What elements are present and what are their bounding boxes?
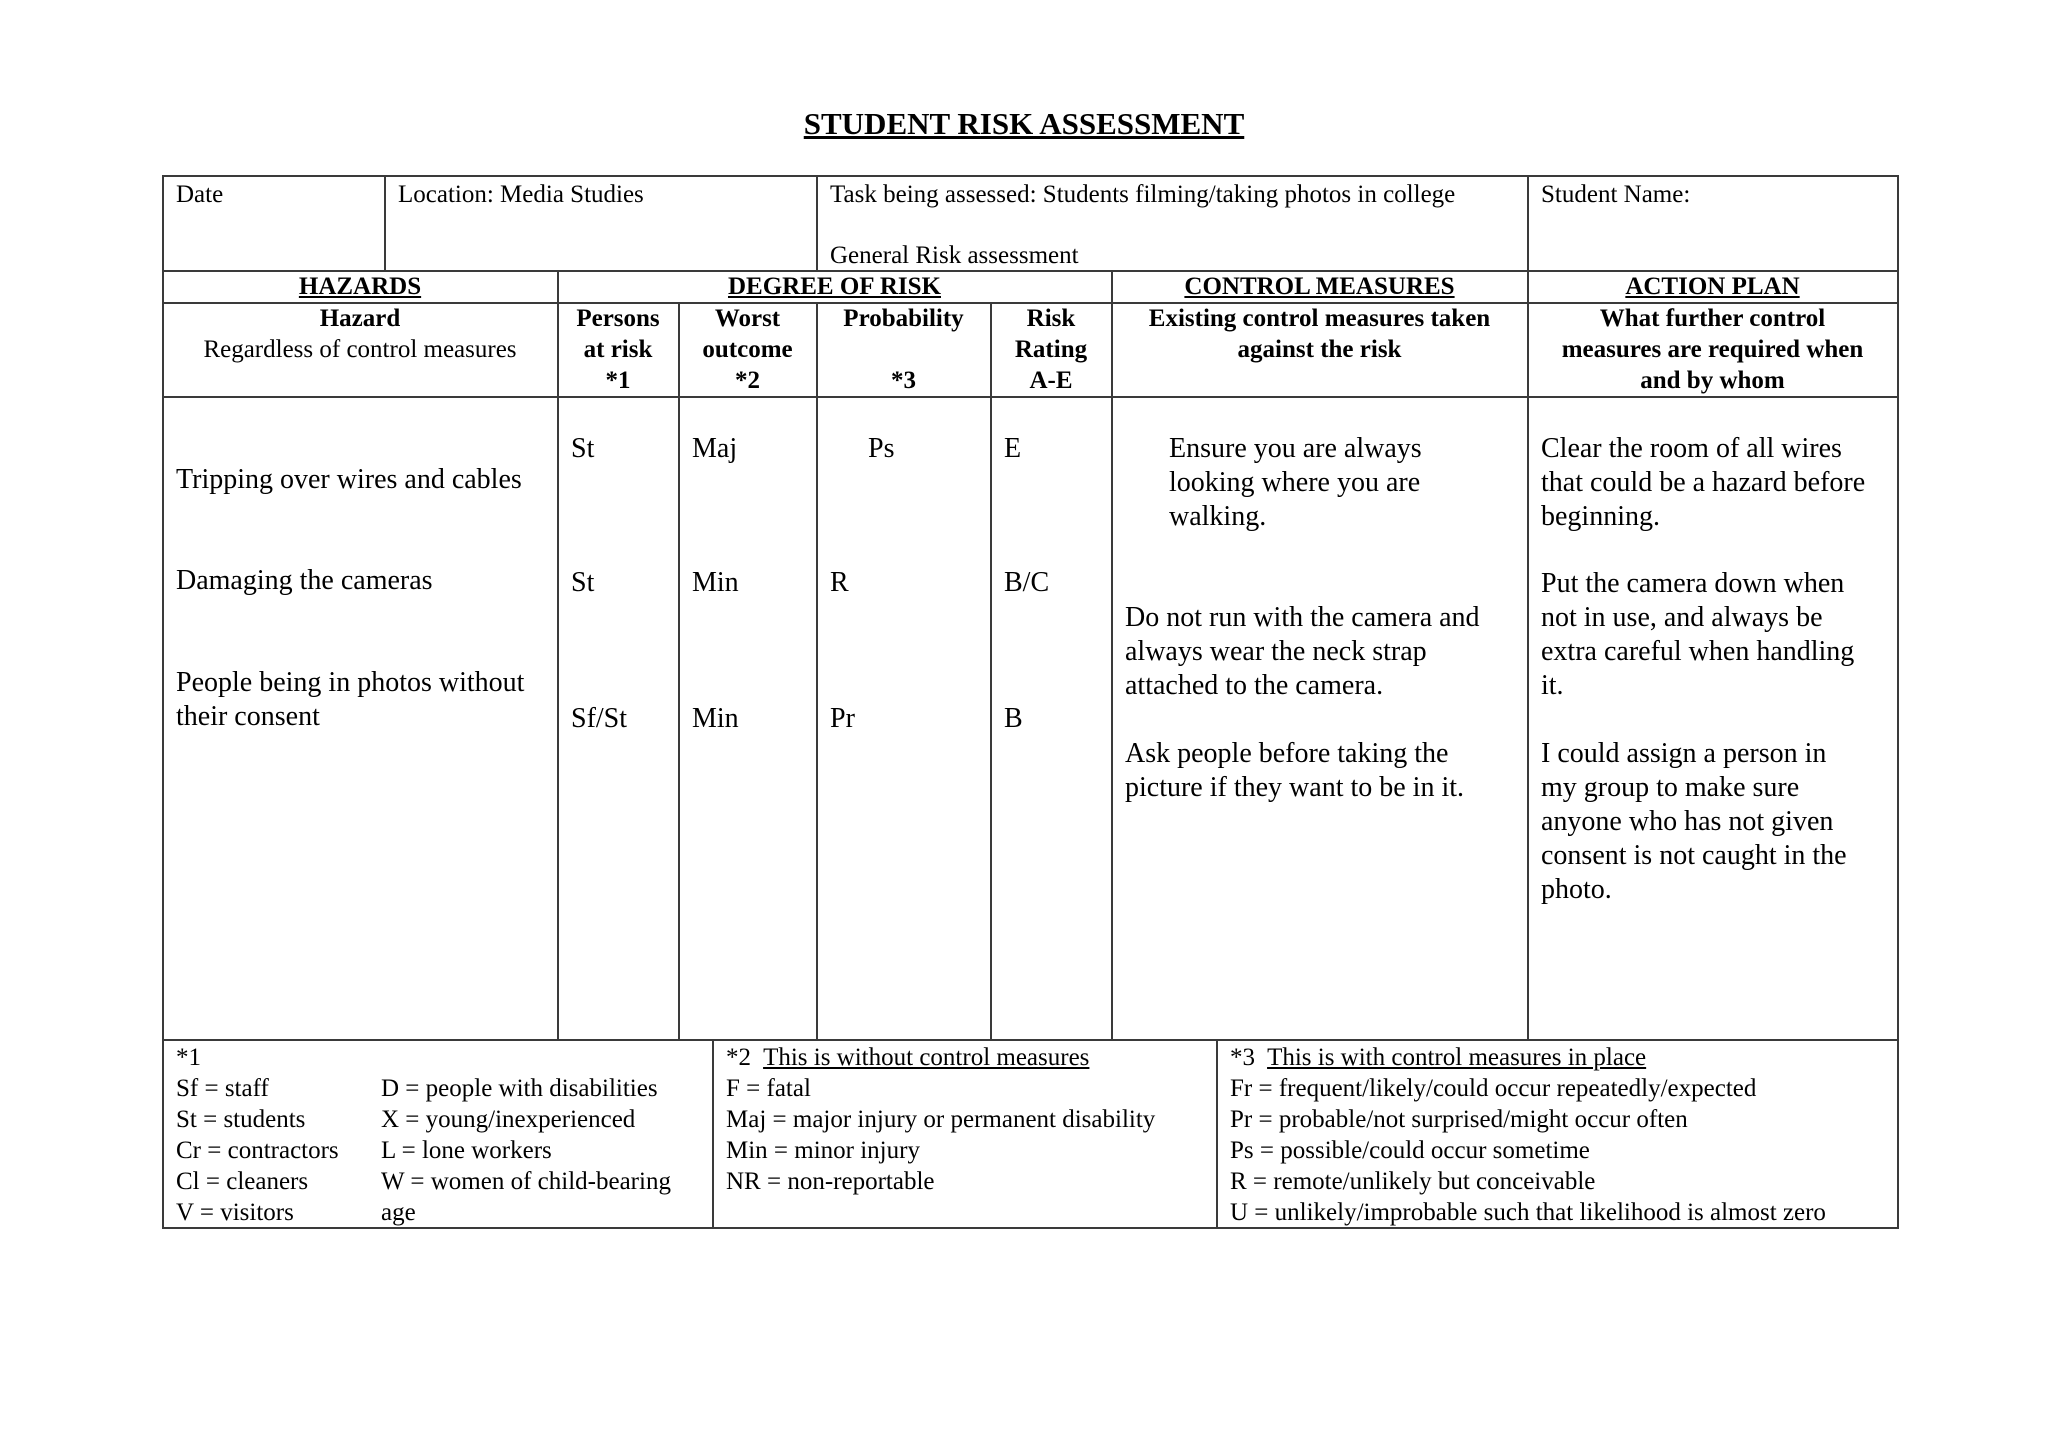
key1-right-5: age bbox=[381, 1199, 416, 1226]
key2-line-3: Min = minor injury bbox=[726, 1137, 920, 1164]
key1-left-2: St = students bbox=[176, 1106, 306, 1133]
persons-2: St bbox=[571, 567, 595, 598]
general-label: General Risk assessment bbox=[830, 242, 1079, 269]
key3-note: This is with control measures in place bbox=[1267, 1044, 1647, 1071]
control-1-l2: looking where you are bbox=[1169, 467, 1421, 498]
key1-right-1: D = people with disabilities bbox=[381, 1075, 658, 1102]
key3-marker: *3 bbox=[1230, 1044, 1255, 1071]
col-worst-l2: outcome bbox=[702, 336, 793, 363]
student-name-label: Student Name: bbox=[1541, 181, 1691, 208]
col-existing-l2: against the risk bbox=[1237, 336, 1402, 363]
key3-line-1: Fr = frequent/likely/could occur repeatedly/expected bbox=[1230, 1075, 1757, 1102]
hazard-1: Tripping over wires and cables bbox=[176, 464, 522, 495]
section-hazards: HAZARDS bbox=[298, 273, 422, 300]
rating-2: B/C bbox=[1004, 567, 1050, 598]
key2-line-4: NR = non-reportable bbox=[726, 1168, 935, 1195]
col-persons-l3: *1 bbox=[605, 367, 631, 394]
section-action-plan: ACTION PLAN bbox=[1625, 273, 1800, 300]
key1-head: *1 bbox=[176, 1044, 201, 1071]
col-persons-l2: at risk bbox=[583, 336, 653, 363]
key2-marker: *2 bbox=[726, 1044, 751, 1071]
key3-line-3: Ps = possible/could occur sometime bbox=[1230, 1137, 1590, 1164]
key1-left-4: Cl = cleaners bbox=[176, 1168, 309, 1195]
key2-line-1: F = fatal bbox=[726, 1075, 811, 1102]
task-label: Task being assessed: Students filming/taking photos in college bbox=[830, 181, 1456, 208]
col-rating-l1: Risk bbox=[1026, 305, 1076, 332]
control-2-l1: Do not run with the camera and bbox=[1125, 602, 1480, 633]
key3-line-2: Pr = probable/not surprised/might occur often bbox=[1230, 1106, 1688, 1133]
col-further-l1: What further control bbox=[1599, 305, 1826, 332]
worst-3: Min bbox=[692, 703, 739, 734]
action-2-l3: extra careful when handling bbox=[1541, 636, 1855, 667]
col-hazard-title: Hazard bbox=[319, 305, 401, 332]
col-rating-l2: Rating bbox=[1014, 336, 1088, 363]
action-3-l2: my group to make sure bbox=[1541, 772, 1800, 803]
col-rating-l3: A-E bbox=[1029, 367, 1073, 394]
col-probability-l1: Probability bbox=[843, 305, 964, 332]
hazard-2: Damaging the cameras bbox=[176, 565, 433, 596]
location-label: Location: Media Studies bbox=[398, 181, 644, 208]
persons-1: St bbox=[571, 433, 595, 464]
col-worst-l1: Worst bbox=[714, 305, 781, 332]
key2-line-2: Maj = major injury or permanent disability bbox=[726, 1106, 1156, 1133]
control-2-l2: always wear the neck strap bbox=[1125, 636, 1427, 667]
action-1-l2: that could be a hazard before bbox=[1541, 467, 1866, 498]
key2-head bbox=[726, 1042, 1089, 1073]
action-3-l1: I could assign a person in bbox=[1541, 738, 1827, 769]
action-3-l4: consent is not caught in the bbox=[1541, 840, 1847, 871]
col-hazard-subtitle: Regardless of control measures bbox=[203, 336, 517, 363]
hazard-3-l1: People being in photos without bbox=[176, 667, 525, 698]
action-2-l1: Put the camera down when bbox=[1541, 568, 1845, 599]
col-worst-l3: *2 bbox=[735, 367, 760, 394]
hazard-3-l2: their consent bbox=[176, 701, 320, 732]
page-title: STUDENT RISK ASSESSMENT bbox=[803, 106, 1245, 141]
probability-3: Pr bbox=[830, 703, 855, 734]
key1-right-2: X = young/inexperienced bbox=[381, 1106, 636, 1133]
key3-head bbox=[1230, 1042, 1646, 1073]
key1-right-3: L = lone workers bbox=[381, 1137, 552, 1164]
section-control-measures: CONTROL MEASURES bbox=[1184, 273, 1455, 300]
control-1-l1: Ensure you are always bbox=[1169, 433, 1422, 464]
key3-line-5: U = unlikely/improbable such that likelihood is almost zero bbox=[1230, 1199, 1826, 1226]
key1-left-3: Cr = contractors bbox=[176, 1137, 339, 1164]
key1-right-4: W = women of child-bearing bbox=[381, 1168, 671, 1195]
key2-note: This is without control measures bbox=[763, 1044, 1090, 1071]
probability-1: Ps bbox=[868, 433, 895, 464]
key1-left-1: Sf = staff bbox=[176, 1075, 269, 1102]
probability-2: R bbox=[830, 567, 849, 598]
col-further-l2: measures are required when bbox=[1561, 336, 1864, 363]
action-2-l4: it. bbox=[1541, 670, 1564, 701]
worst-2: Min bbox=[692, 567, 739, 598]
key3-line-4: R = remote/unlikely but conceivable bbox=[1230, 1168, 1596, 1195]
control-3-l2: picture if they want to be in it. bbox=[1125, 772, 1465, 803]
persons-3: Sf/St bbox=[571, 703, 628, 734]
action-2-l2: not in use, and always be bbox=[1541, 602, 1823, 633]
action-3-l3: anyone who has not given bbox=[1541, 806, 1834, 837]
control-2-l3: attached to the camera. bbox=[1125, 670, 1384, 701]
control-1-l3: walking. bbox=[1169, 501, 1267, 532]
control-3-l1: Ask people before taking the bbox=[1125, 738, 1449, 769]
action-1-l3: beginning. bbox=[1541, 501, 1660, 532]
col-persons-l1: Persons bbox=[576, 305, 660, 332]
rating-3: B bbox=[1004, 703, 1023, 734]
col-further-l3: and by whom bbox=[1640, 367, 1785, 394]
date-label: Date bbox=[176, 181, 224, 208]
section-degree-of-risk: DEGREE OF RISK bbox=[727, 273, 941, 300]
col-existing-l1: Existing control measures taken bbox=[1148, 305, 1491, 332]
action-1-l1: Clear the room of all wires bbox=[1541, 433, 1842, 464]
rating-1: E bbox=[1004, 433, 1022, 464]
key1-left-5: V = visitors bbox=[176, 1199, 294, 1226]
action-3-l5: photo. bbox=[1541, 874, 1612, 905]
col-probability-l2: *3 bbox=[891, 367, 916, 394]
worst-1: Maj bbox=[692, 433, 738, 464]
